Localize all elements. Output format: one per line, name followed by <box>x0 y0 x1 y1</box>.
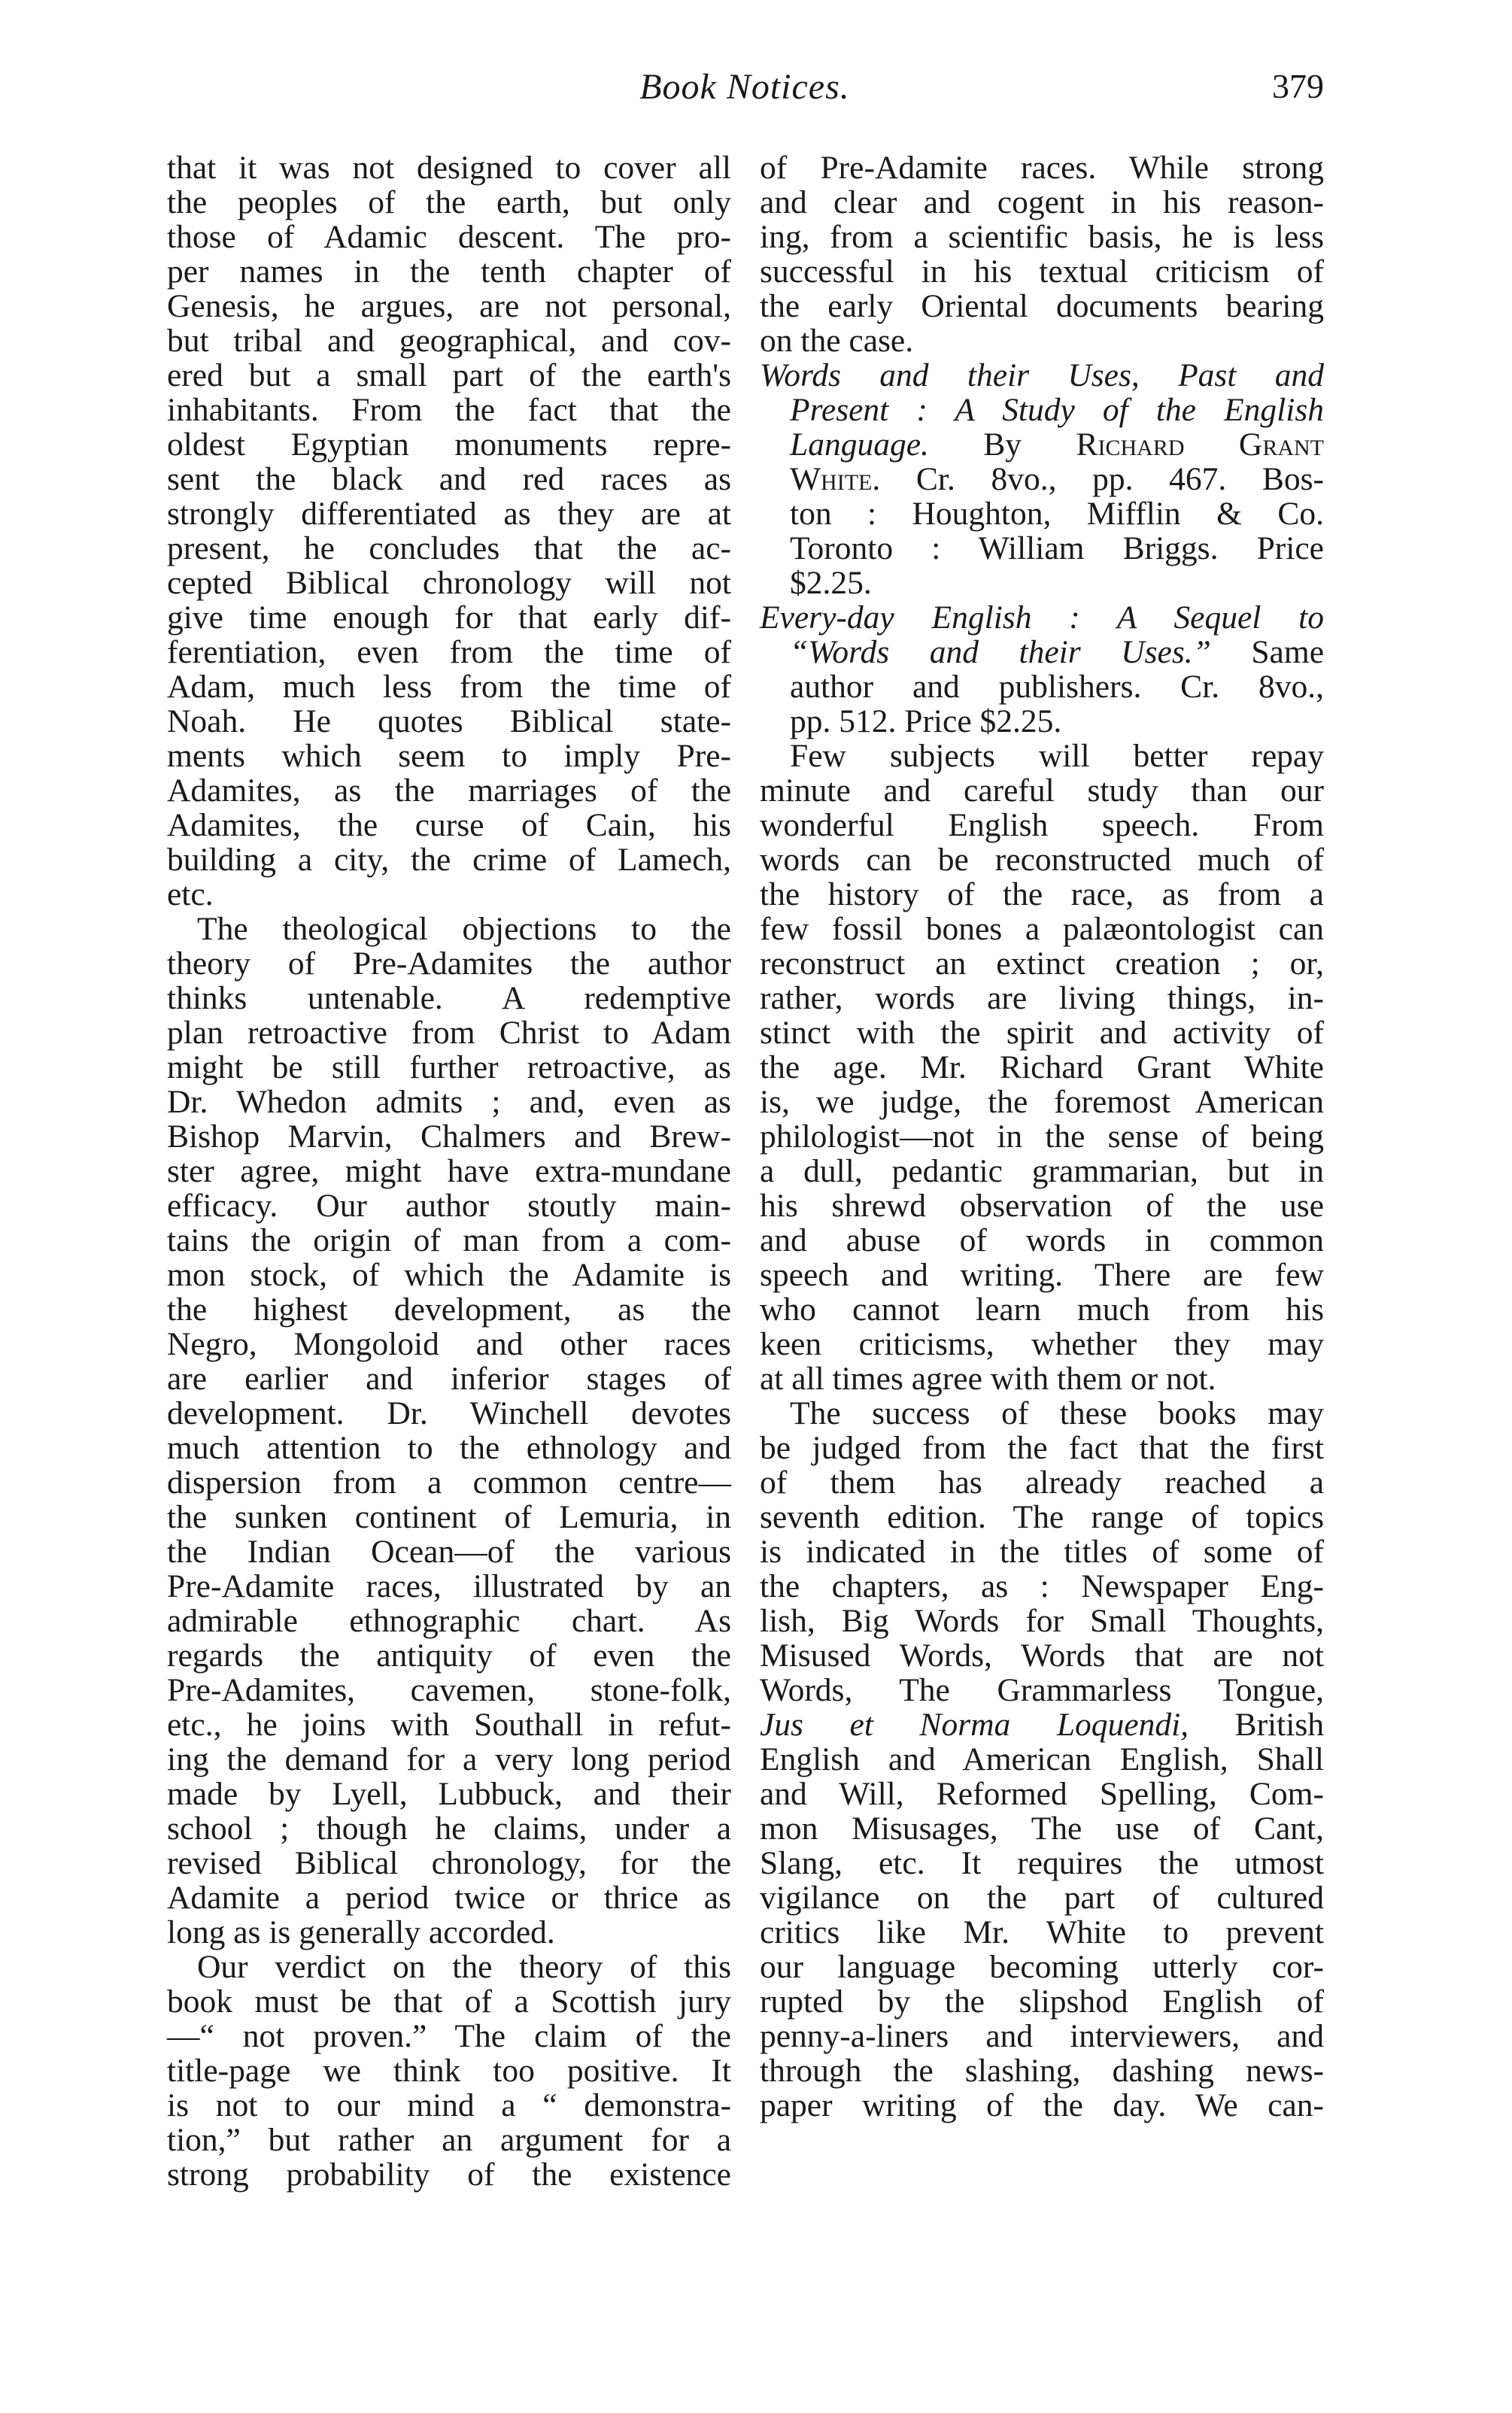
text-line: school ; though he claims, under a <box>167 1811 731 1847</box>
text-line: on the case. <box>760 323 914 359</box>
text-line: mon stock, of which the Adamite is <box>167 1257 731 1293</box>
paragraph <box>167 150 731 912</box>
text-line: The success of these books may <box>790 1395 1324 1431</box>
latin-phrase: Jus et Norma Loquendi, <box>760 1707 1189 1743</box>
text-line: ing the demand for a very long period <box>167 1741 731 1777</box>
text-line: successful in his textual criticism of <box>760 253 1324 290</box>
text-line: tains the origin of man from a com- <box>167 1222 731 1258</box>
text-line: regards the antiquity of even the <box>167 1638 731 1674</box>
text-line: and abuse of words in common <box>760 1222 1324 1258</box>
text-line: ferentiation, even from the time of <box>167 634 731 670</box>
text-line: Words, The Grammarless Tongue, <box>760 1672 1324 1708</box>
reference-line: pp. 512. Price $2.25. <box>790 703 1062 739</box>
text-line: English and American English, Shall <box>760 1741 1324 1777</box>
text-line: few fossil bones a palæontologist can <box>760 911 1324 947</box>
text-fragment: British <box>1189 1707 1324 1743</box>
reference-line <box>760 635 1324 669</box>
text-line: lish, Big Words for Small Thoughts, <box>760 1603 1324 1639</box>
text-line: minute and careful study than our <box>760 772 1324 809</box>
text-line: —“ not proven.” The claim of the <box>167 2018 731 2054</box>
paragraph <box>760 1396 1324 2123</box>
text-line: Negro, Mongoloid and other races <box>167 1326 731 1362</box>
text-line: but tribal and geographical, and cov- <box>167 323 731 359</box>
text-line: strongly differentiated as they are at <box>167 496 731 532</box>
reference-line <box>760 393 1324 427</box>
text-line: reconstruct an extinct creation ; or, <box>760 945 1324 982</box>
text-line: the Indian Ocean—of the various <box>167 1534 731 1570</box>
text-line: mon Misusages, The use of Cant, <box>760 1811 1324 1847</box>
page-number: 379 <box>1272 67 1324 105</box>
reference-line <box>760 462 1324 496</box>
text-line: might be still further retroactive, as <box>167 1049 731 1085</box>
book-details: Same <box>1210 634 1324 670</box>
text-line: Dr. Whedon admits ; and, even as <box>167 1084 731 1120</box>
text-line: the early Oriental documents bearing <box>760 288 1324 324</box>
running-title: Book Notices. <box>639 67 850 107</box>
text-line: a dull, pedantic grammarian, but in <box>760 1153 1324 1189</box>
reference-line: Toronto : William Briggs. Price <box>790 530 1324 566</box>
text-line: inhabitants. From the fact that the <box>167 392 731 428</box>
book-title: Present : A Study of the English <box>790 392 1324 428</box>
book-title: Words and their Uses, Past and <box>760 357 1324 393</box>
text-line: Adamite a period twice or thrice as <box>167 1880 731 1916</box>
text-line: The theological objections to the <box>197 911 731 947</box>
reference-line <box>760 358 1324 393</box>
book-author: White. <box>790 461 881 497</box>
text-line: at all times agree with them or not. <box>760 1361 1216 1397</box>
text-line: Adam, much less from the time of <box>167 669 731 705</box>
reference-line: $2.25. <box>790 565 872 601</box>
text-line: speech and writing. There are few <box>760 1257 1324 1293</box>
book-details: Cr. 8vo., pp. 467. Bos- <box>880 461 1324 497</box>
text-line: philologist—not in the sense of being <box>760 1118 1324 1155</box>
text-line: critics like Mr. White to prevent <box>760 1914 1324 1950</box>
text-line: the chapters, as : Newspaper Eng- <box>760 1568 1324 1604</box>
text-line: per names in the tenth chapter of <box>167 253 731 290</box>
text-line: wonderful English speech. From <box>760 807 1324 843</box>
text-line: book must be that of a Scottish jury <box>167 1984 731 2020</box>
text-line: oldest Egyptian monuments repre- <box>167 426 731 463</box>
text-line: seventh edition. The range of topics <box>760 1499 1324 1535</box>
book-reference <box>760 358 1324 600</box>
text-line: Bishop Marvin, Chalmers and Brew- <box>167 1118 731 1155</box>
text-line: thinks untenable. A redemptive <box>167 980 731 1016</box>
paragraph <box>167 1950 731 2192</box>
text-line: theory of Pre-Adamites the author <box>167 945 731 982</box>
text-line: etc., he joins with Southall in refut- <box>167 1707 731 1743</box>
text-line: and clear and cogent in his reason- <box>760 184 1324 220</box>
text-line: strong probability of the existence <box>167 2157 731 2193</box>
text-line: long as is generally accorded. <box>167 1914 555 1950</box>
text-line: words can be reconstructed much of <box>760 842 1324 878</box>
text-line: made by Lyell, Lubbuck, and their <box>167 1776 731 1812</box>
paragraph <box>167 912 731 1950</box>
book-title: Every-day English : A Sequel to <box>760 599 1324 636</box>
text-line: building a city, the crime of Lamech, <box>167 842 731 878</box>
text-line: ered but a small part of the earth's <box>167 357 731 393</box>
text-line: are earlier and inferior stages of <box>167 1361 731 1397</box>
book-author: Richard Grant <box>1076 426 1324 463</box>
text-line: ments which seem to imply Pre- <box>167 738 731 774</box>
text-line: sent the black and red races as <box>167 461 731 497</box>
by-label: By <box>928 426 1076 463</box>
reference-line <box>760 600 1324 635</box>
text-line: efficacy. Our author stoutly main- <box>167 1188 731 1224</box>
text-line: Genesis, he argues, are not personal, <box>167 288 731 324</box>
text-line: stinct with the spirit and activity of <box>760 1015 1324 1051</box>
text-line: present, he concludes that the ac- <box>167 530 731 566</box>
text-line: Adamites, as the marriages of the <box>167 772 731 809</box>
text-line: the highest development, as the <box>167 1291 731 1328</box>
reference-line: author and publishers. Cr. 8vo., <box>790 669 1324 705</box>
text-line: is not to our mind a “ demonstra- <box>167 2087 731 2123</box>
text-line: through the slashing, dashing news- <box>760 2053 1324 2089</box>
text-line: is indicated in the titles of some of <box>760 1534 1324 1570</box>
text-line: admirable ethnographic chart. As <box>167 1603 731 1639</box>
text-line: his shrewd observation of the use <box>760 1188 1324 1224</box>
text-line: Slang, etc. It requires the utmost <box>760 1845 1324 1881</box>
running-header <box>165 66 1324 126</box>
text-line: of them has already reached a <box>760 1464 1324 1501</box>
text-line: Pre-Adamite races, illustrated by an <box>167 1568 731 1604</box>
text-line: dispersion from a common centre— <box>167 1464 731 1501</box>
text-line: much attention to the ethnology and <box>167 1430 731 1466</box>
text-line: tion,” but rather an argument for a <box>167 2122 731 2158</box>
paragraph <box>760 150 1324 358</box>
text-line: the sunken continent of Lemuria, in <box>167 1499 731 1535</box>
text-line: title-page we think too positive. It <box>167 2053 731 2089</box>
reference-line: ton : Houghton, Mifflin & Co. <box>790 496 1324 532</box>
paragraph <box>760 739 1324 1396</box>
text-line: the peoples of the earth, but only <box>167 184 731 220</box>
text-line: be judged from the fact that the first <box>760 1430 1324 1466</box>
text-line: vigilance on the part of cultured <box>760 1880 1324 1916</box>
text-line: Misused Words, Words that are not <box>760 1638 1324 1674</box>
text-line: those of Adamic descent. The pro- <box>167 219 731 255</box>
left-column <box>167 150 731 2192</box>
text-line: Noah. He quotes Biblical state- <box>167 703 731 739</box>
text-line: rupted by the slipshod English of <box>760 1984 1324 2020</box>
text-line: who cannot learn much from his <box>760 1291 1324 1328</box>
text-line: give time enough for that early dif- <box>167 599 731 636</box>
text-line: plan retroactive from Christ to Adam <box>167 1015 731 1051</box>
text-line: penny-a-liners and interviewers, and <box>760 2018 1324 2054</box>
text-line: Few subjects will better repay <box>790 738 1324 774</box>
book-reference <box>760 600 1324 739</box>
text-line: the age. Mr. Richard Grant White <box>760 1049 1324 1085</box>
text-line: paper writing of the day. We can- <box>760 2087 1324 2123</box>
text-line: Adamites, the curse of Cain, his <box>167 807 731 843</box>
text-line: that it was not designed to cover all <box>167 150 731 186</box>
right-column <box>760 150 1324 2123</box>
text-line: ing, from a scientific basis, he is less <box>760 219 1324 255</box>
text-line: Our verdict on the theory of this <box>197 1949 731 1985</box>
text-line: rather, words are living things, in- <box>760 980 1324 1016</box>
book-title: “Words and their Uses.” <box>790 634 1211 670</box>
text-line: and Will, Reformed Spelling, Com- <box>760 1776 1324 1812</box>
text-line: our language becoming utterly cor- <box>760 1949 1324 1985</box>
text-line: the history of the race, as from a <box>760 876 1324 912</box>
text-line <box>760 1707 1324 1742</box>
text-line: ster agree, might have extra-mundane <box>167 1153 731 1189</box>
text-line: cepted Biblical chronology will not <box>167 565 731 601</box>
text-line: is, we judge, the foremost American <box>760 1084 1324 1120</box>
text-line: development. Dr. Winchell devotes <box>167 1395 731 1431</box>
reference-line <box>760 427 1324 462</box>
text-line: revised Biblical chronology, for the <box>167 1845 731 1881</box>
text-line: etc. <box>167 876 214 912</box>
text-line: of Pre-Adamite races. While strong <box>760 150 1324 186</box>
book-title: Language. <box>790 426 929 463</box>
text-line: keen criticisms, whether they may <box>760 1326 1324 1362</box>
text-line: Pre-Adamites, cavemen, stone-folk, <box>167 1672 731 1708</box>
